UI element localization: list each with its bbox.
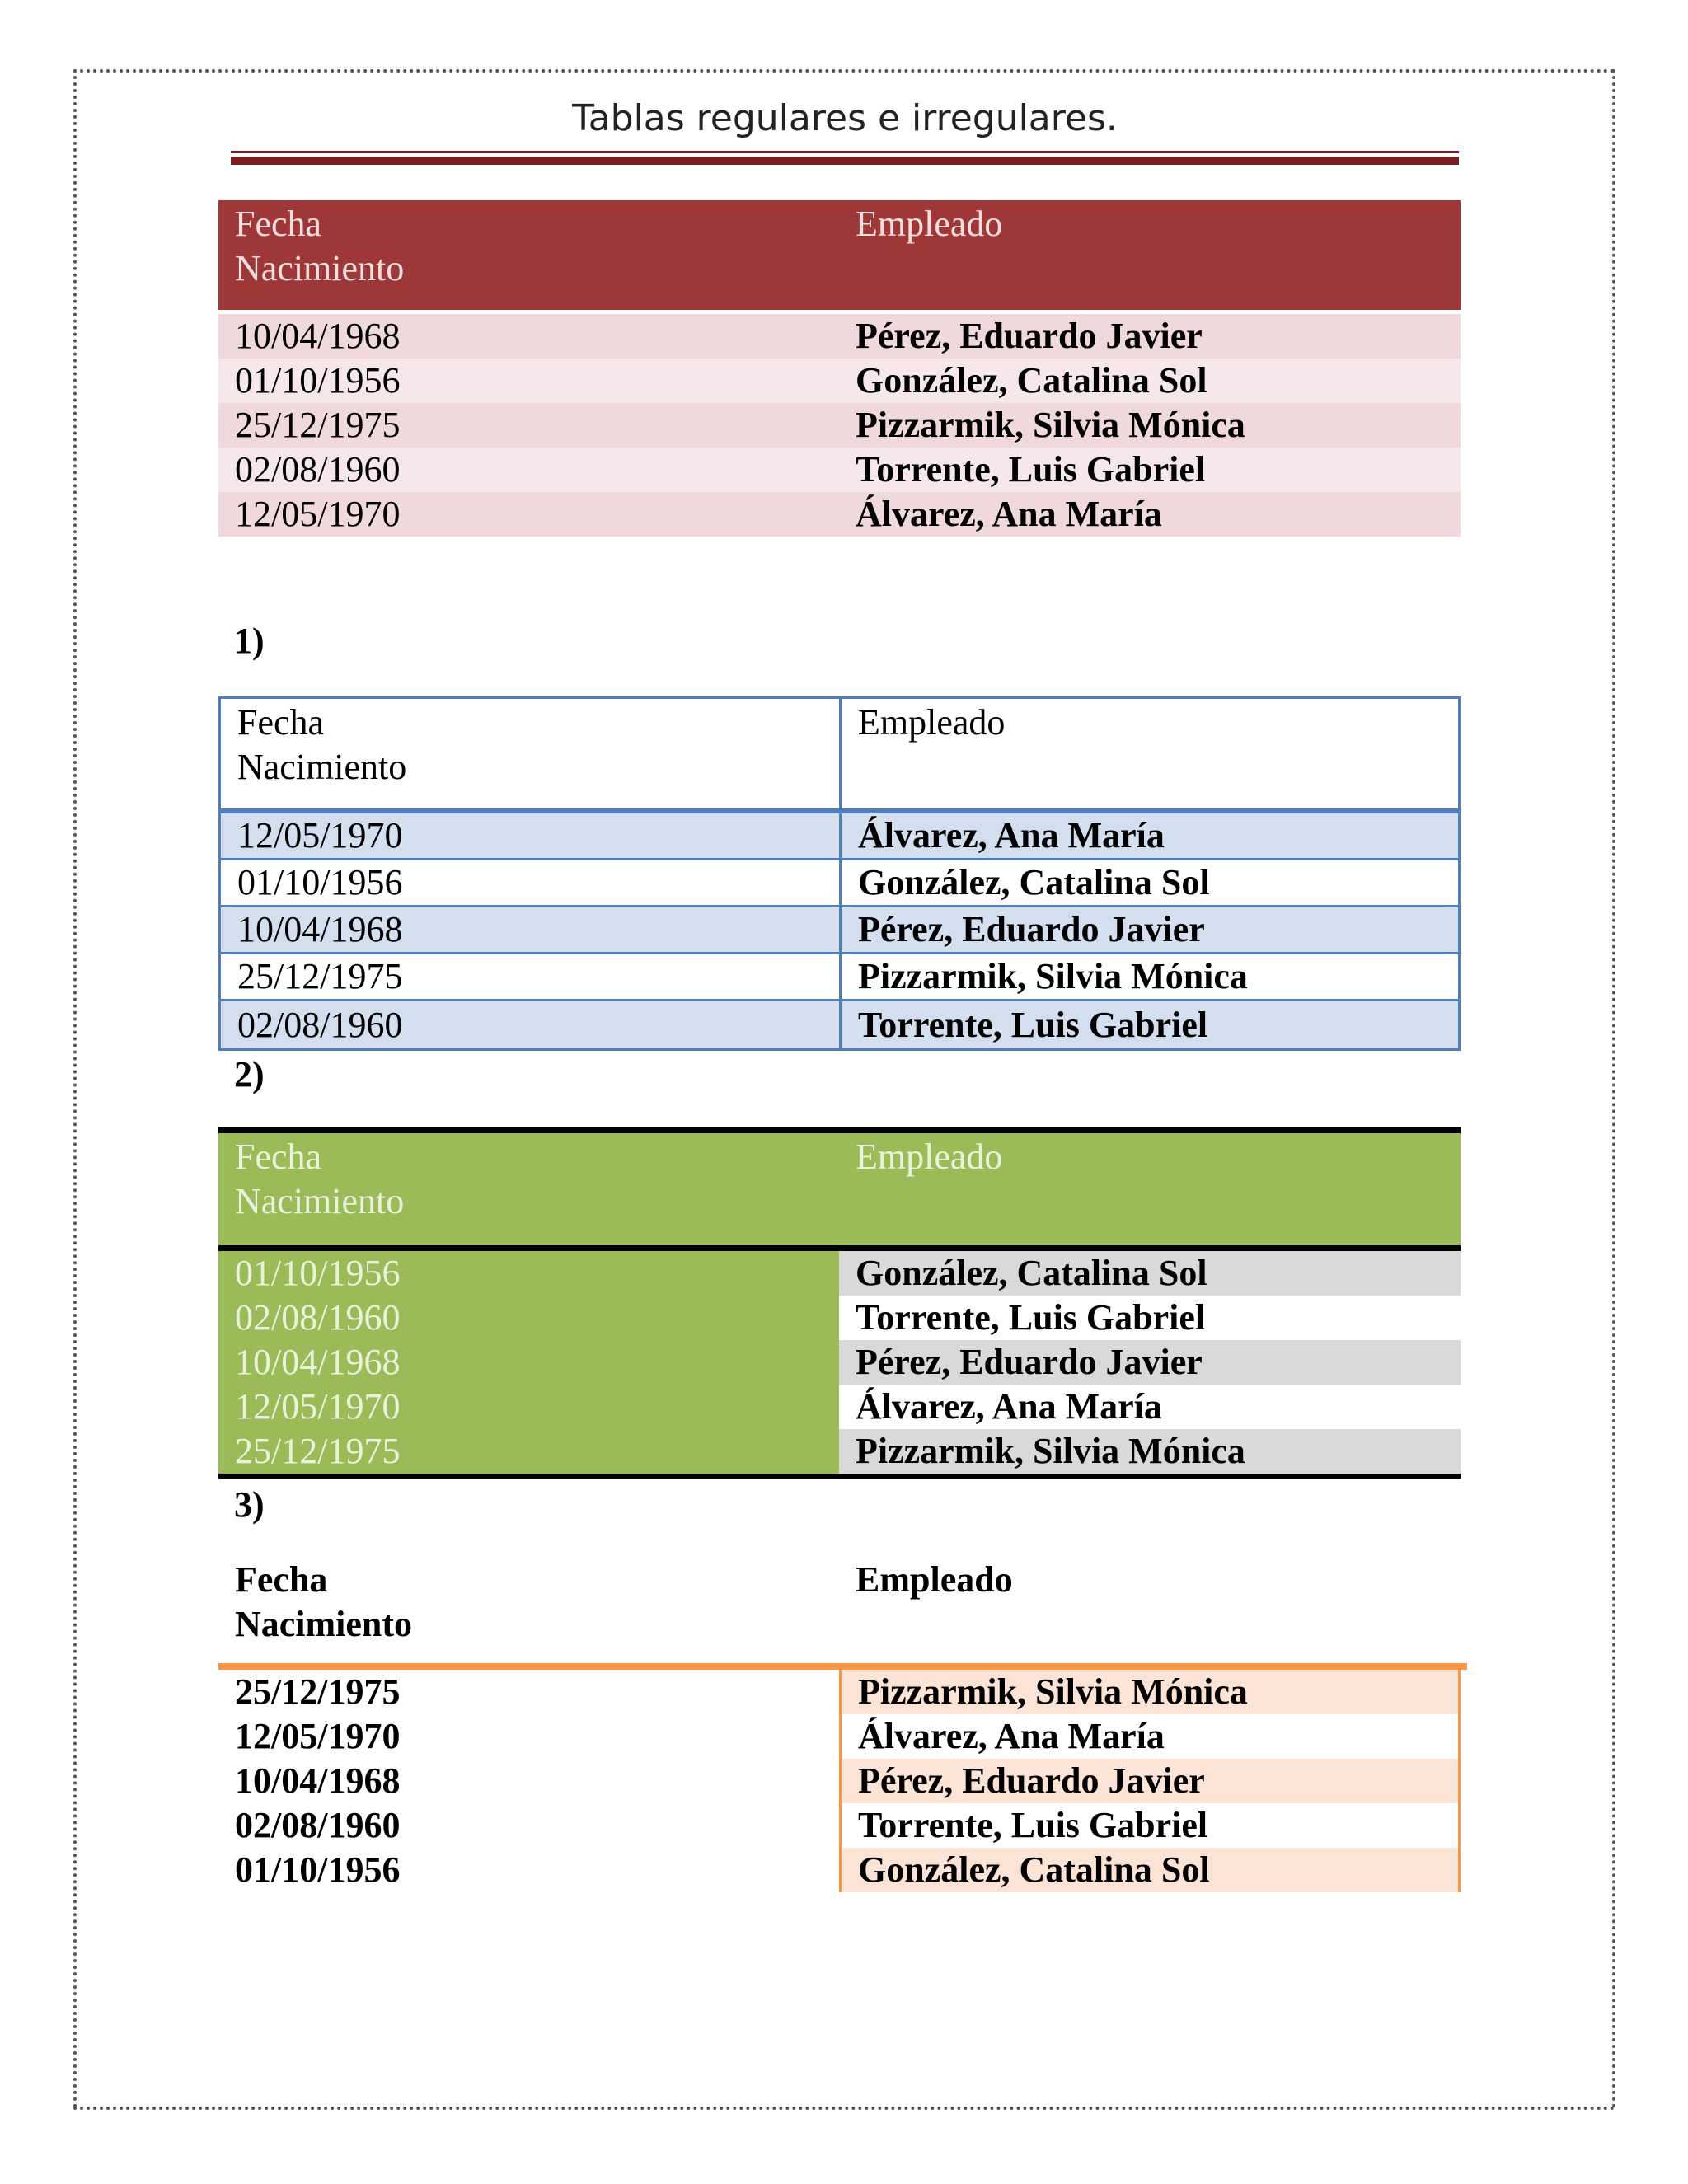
table-row	[218, 448, 1461, 492]
name-cell: Pérez, Eduardo Javier	[839, 1759, 1461, 1803]
document-title: Tablas regulares e irregulares.	[572, 97, 1118, 139]
header-fecha	[218, 1556, 839, 1663]
title-rule-thick	[231, 157, 1459, 165]
name-cell: Álvarez, Ana María	[856, 494, 1162, 534]
table-row	[218, 314, 1461, 359]
date-cell: 02/08/1960	[218, 1296, 839, 1340]
table-row	[218, 1251, 1461, 1296]
date-cell: 12/05/1970	[221, 813, 842, 858]
header-fecha	[218, 200, 839, 310]
table-row	[218, 1848, 1461, 1892]
label-3: 3)	[234, 1484, 265, 1525]
date-cell: 10/04/1968	[221, 907, 842, 952]
name-cell: Torrente, Luis Gabriel	[839, 1296, 1461, 1340]
header-fecha	[218, 1133, 839, 1245]
table-row	[218, 1429, 1461, 1474]
date-cell: 02/08/1960	[221, 1001, 842, 1048]
header-separator	[218, 1663, 1467, 1670]
date-cell: 25/12/1975	[218, 1429, 839, 1474]
date-cell: 25/12/1975	[221, 954, 842, 999]
table-row	[221, 954, 1458, 1001]
table-red	[218, 200, 1461, 537]
header-fecha-line2: Nacimiento	[237, 747, 407, 787]
date-cell: 01/10/1956	[218, 1251, 839, 1296]
date-cell: 10/04/1968	[235, 1760, 401, 1801]
header-empleado: Empleado	[856, 204, 1003, 244]
header-empleado: Empleado	[858, 702, 1006, 743]
table-header	[218, 1556, 1461, 1663]
date-cell: 01/10/1956	[221, 860, 842, 905]
header-empleado: Empleado	[856, 1559, 1013, 1600]
table-row	[221, 1001, 1458, 1048]
label-2: 2)	[234, 1054, 265, 1094]
table-body	[218, 314, 1461, 537]
header-fecha	[221, 699, 842, 808]
table-blue	[218, 696, 1461, 1051]
date-cell: 01/10/1956	[235, 360, 401, 401]
table-header	[221, 699, 1458, 808]
name-cell: Torrente, Luis Gabriel	[856, 449, 1206, 490]
table-row	[218, 359, 1461, 403]
name-cell: Pérez, Eduardo Javier	[856, 316, 1203, 356]
name-cell: González, Catalina Sol	[839, 1251, 1461, 1296]
name-cell: Pizzarmik, Silvia Mónica	[839, 1670, 1461, 1714]
name-cell: González, Catalina Sol	[839, 1848, 1461, 1892]
name-cell: Torrente, Luis Gabriel	[839, 1803, 1461, 1848]
table-body	[221, 813, 1458, 1048]
name-cell: Álvarez, Ana María	[858, 815, 1165, 855]
date-cell: 12/05/1970	[235, 494, 401, 534]
table-header	[218, 1133, 1461, 1245]
table-row	[221, 907, 1458, 954]
date-cell: 02/08/1960	[235, 449, 401, 490]
name-cell: González, Catalina Sol	[856, 360, 1207, 401]
table-row	[221, 813, 1458, 860]
name-cell: Pérez, Eduardo Javier	[858, 909, 1205, 949]
header-fecha-line1: Fecha	[235, 1137, 322, 1177]
header-fecha-line1: Fecha	[235, 1559, 328, 1600]
date-cell: 01/10/1956	[235, 1849, 401, 1890]
table-row	[218, 1340, 1461, 1385]
name-cell: Pizzarmik, Silvia Mónica	[858, 956, 1248, 996]
title-rule	[231, 151, 1459, 153]
table-row	[218, 1803, 1461, 1848]
header-fecha-line1: Fecha	[235, 204, 322, 244]
header-fecha-line2: Nacimiento	[235, 248, 405, 288]
date-cell: 10/04/1968	[218, 1340, 839, 1385]
name-cell: Pizzarmik, Silvia Mónica	[856, 405, 1245, 445]
table-row	[218, 492, 1461, 537]
table-body	[218, 1670, 1461, 1892]
name-cell: Álvarez, Ana María	[839, 1385, 1461, 1429]
date-cell: 25/12/1975	[235, 1671, 401, 1712]
table-row	[218, 1296, 1461, 1340]
table-row	[218, 1385, 1461, 1429]
name-cell: González, Catalina Sol	[858, 862, 1210, 902]
name-cell: Torrente, Luis Gabriel	[858, 1004, 1208, 1045]
date-cell: 10/04/1968	[235, 316, 401, 356]
table-header	[218, 200, 1461, 310]
header-fecha-line2: Nacimiento	[235, 1604, 413, 1644]
name-cell: Pérez, Eduardo Javier	[839, 1340, 1461, 1385]
header-fecha-line1: Fecha	[237, 702, 325, 743]
table-row	[221, 860, 1458, 907]
table-orange	[218, 1556, 1461, 1892]
label-1: 1)	[234, 621, 265, 661]
date-cell: 25/12/1975	[235, 405, 401, 445]
table-body	[218, 1251, 1461, 1474]
date-cell: 12/05/1970	[235, 1716, 401, 1756]
name-cell: Pizzarmik, Silvia Mónica	[839, 1429, 1461, 1474]
table-row	[218, 1714, 1461, 1759]
header-empleado: Empleado	[856, 1137, 1003, 1177]
name-cell: Álvarez, Ana María	[839, 1714, 1461, 1759]
header-fecha-line2: Nacimiento	[235, 1181, 405, 1221]
table-row	[218, 1759, 1461, 1803]
date-cell: 02/08/1960	[235, 1805, 401, 1845]
table-green	[218, 1127, 1461, 1479]
header-separator	[218, 1245, 1461, 1251]
date-cell: 12/05/1970	[218, 1385, 839, 1429]
table-row	[218, 403, 1461, 448]
table-row	[218, 1670, 1461, 1714]
